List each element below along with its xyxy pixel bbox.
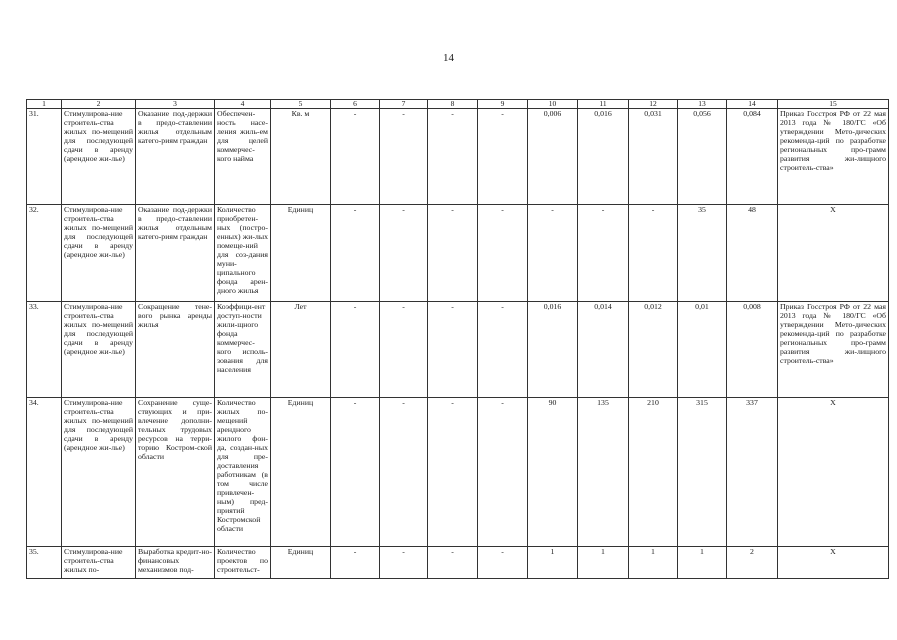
value-cell: -	[380, 205, 428, 302]
indicator-cell: Количество приобретен-ных (постро-енных) жи-лых помеще-ний для соз-дания муни-ципального фонда арен-дного жилья	[215, 205, 271, 302]
unit-cell: Кв. м	[271, 109, 331, 205]
value-cell: 135	[578, 398, 629, 547]
value-cell: 337	[727, 398, 778, 547]
value-cell: -	[380, 398, 428, 547]
value-cell: 0,016	[578, 109, 629, 205]
value-cell: -	[428, 205, 478, 302]
value-cell: -	[528, 205, 578, 302]
column-header: 3	[136, 100, 215, 109]
column-header: 7	[380, 100, 428, 109]
value-cell: -	[478, 109, 528, 205]
table-row	[27, 109, 889, 205]
value-cell: -	[478, 398, 528, 547]
value-cell: -	[478, 205, 528, 302]
indicator-cell: Коэффици-ент доступ-ности жили-щного фонда коммерчес-кого исполь-зования для населения	[215, 302, 271, 398]
goal-cell: Стимулирова-ние строитель-ства жилых по-мещений для последующей сдачи в аренду (арендное жи-лье)	[62, 302, 136, 398]
value-cell: -	[331, 547, 380, 579]
table-row	[27, 302, 889, 398]
goal-cell: Стимулирова-ние строитель-ства жилых по-мещений для последующей сдачи в аренду (арендное жи-лье)	[62, 205, 136, 302]
column-header: 12	[629, 100, 678, 109]
value-cell: 1	[528, 547, 578, 579]
value-cell: 315	[678, 398, 727, 547]
value-cell: 0,01	[678, 302, 727, 398]
table-row	[27, 398, 889, 547]
value-cell: 210	[629, 398, 678, 547]
page-number: 14	[443, 52, 454, 64]
column-header: 4	[215, 100, 271, 109]
value-cell: 48	[727, 205, 778, 302]
value-cell: 1	[578, 547, 629, 579]
task-cell: Сокращение тене-вого рынка аренды жилья	[136, 302, 215, 398]
value-cell: -	[629, 205, 678, 302]
value-cell: 0,084	[727, 109, 778, 205]
column-header: 8	[428, 100, 478, 109]
indicator-cell: Обеспечен-ность насе-ления жиль-ем для целей коммерчес-кого найма	[215, 109, 271, 205]
value-cell: 0,014	[578, 302, 629, 398]
indicator-cell: Количество проектов по строительст-	[215, 547, 271, 579]
column-header: 13	[678, 100, 727, 109]
row-number: 31.	[27, 109, 62, 205]
column-header: 15	[778, 100, 889, 109]
value-cell: -	[478, 302, 528, 398]
goal-cell: Стимулирова-ние строитель-ства жилых по-мещений для последующей сдачи в аренду (арендное жи-лье)	[62, 398, 136, 547]
task-cell: Сохранение суще-ствующих и при-влечение дополни-тельных трудовых ресурсов на терри-торию Костром-ской области	[136, 398, 215, 547]
value-cell: -	[331, 109, 380, 205]
value-cell: 0,056	[678, 109, 727, 205]
unit-cell: Лет	[271, 302, 331, 398]
header-row	[27, 100, 889, 109]
reference-cell: Х	[778, 398, 889, 547]
value-cell: 1	[678, 547, 727, 579]
value-cell: 0,006	[528, 109, 578, 205]
row-number: 32.	[27, 205, 62, 302]
unit-cell: Единиц	[271, 205, 331, 302]
row-number: 34.	[27, 398, 62, 547]
unit-cell: Единиц	[271, 547, 331, 579]
value-cell: 35	[678, 205, 727, 302]
task-cell: Оказание под-держки в предо-ставлении жилья отдельным катего-риям граждан	[136, 109, 215, 205]
column-header: 1	[27, 100, 62, 109]
value-cell: -	[380, 302, 428, 398]
column-header: 11	[578, 100, 629, 109]
value-cell: -	[380, 547, 428, 579]
table-row	[27, 205, 889, 302]
indicator-cell: Количество жилых по-мещений арендного жилого фон-да, создан-ных для пре-доставления работникам (в том числе привлечен-ным) пред-приятий Костромской области	[215, 398, 271, 547]
value-cell: -	[331, 398, 380, 547]
task-cell: Выработка кредит-но-финансовых механизмов под-	[136, 547, 215, 579]
value-cell: 0,016	[528, 302, 578, 398]
value-cell: 0,008	[727, 302, 778, 398]
value-cell: -	[428, 398, 478, 547]
column-header: 14	[727, 100, 778, 109]
goal-cell: Стимулирова-ние строитель-ства жилых по-	[62, 547, 136, 579]
unit-cell: Единиц	[271, 398, 331, 547]
goal-cell: Стимулирова-ние строитель-ства жилых по-мещений для последующей сдачи в аренду (арендное жи-лье)	[62, 109, 136, 205]
value-cell: -	[428, 302, 478, 398]
column-header: 2	[62, 100, 136, 109]
indicators-table	[26, 99, 889, 579]
value-cell: -	[428, 547, 478, 579]
column-header: 9	[478, 100, 528, 109]
column-header: 6	[331, 100, 380, 109]
column-header: 10	[528, 100, 578, 109]
reference-cell: Приказ Госстроя РФ от 22 мая 2013 года № 180/ГС «Об утверждении Мето-дических рекоменда-ций по разработке региональных про-грамм развития жи-лищного строитель-ства»	[778, 109, 889, 205]
value-cell: 0,031	[629, 109, 678, 205]
value-cell: -	[428, 109, 478, 205]
value-cell: -	[380, 109, 428, 205]
value-cell: -	[578, 205, 629, 302]
row-number: 35.	[27, 547, 62, 579]
task-cell: Оказание под-держки в предо-ставлении жилья отдельным катего-риям граждан	[136, 205, 215, 302]
value-cell: 0,012	[629, 302, 678, 398]
reference-cell: Х	[778, 547, 889, 579]
row-number: 33.	[27, 302, 62, 398]
reference-cell: Х	[778, 205, 889, 302]
value-cell: 2	[727, 547, 778, 579]
reference-cell: Приказ Госстроя РФ от 22 мая 2013 года № 180/ГС «Об утверждении Мето-дических рекоменда-ций по разработке региональных про-грамм развития жи-лищного строитель-ства»	[778, 302, 889, 398]
table-row	[27, 547, 889, 579]
value-cell: 1	[629, 547, 678, 579]
value-cell: -	[331, 302, 380, 398]
column-header: 5	[271, 100, 331, 109]
value-cell: -	[478, 547, 528, 579]
value-cell: -	[331, 205, 380, 302]
value-cell: 90	[528, 398, 578, 547]
